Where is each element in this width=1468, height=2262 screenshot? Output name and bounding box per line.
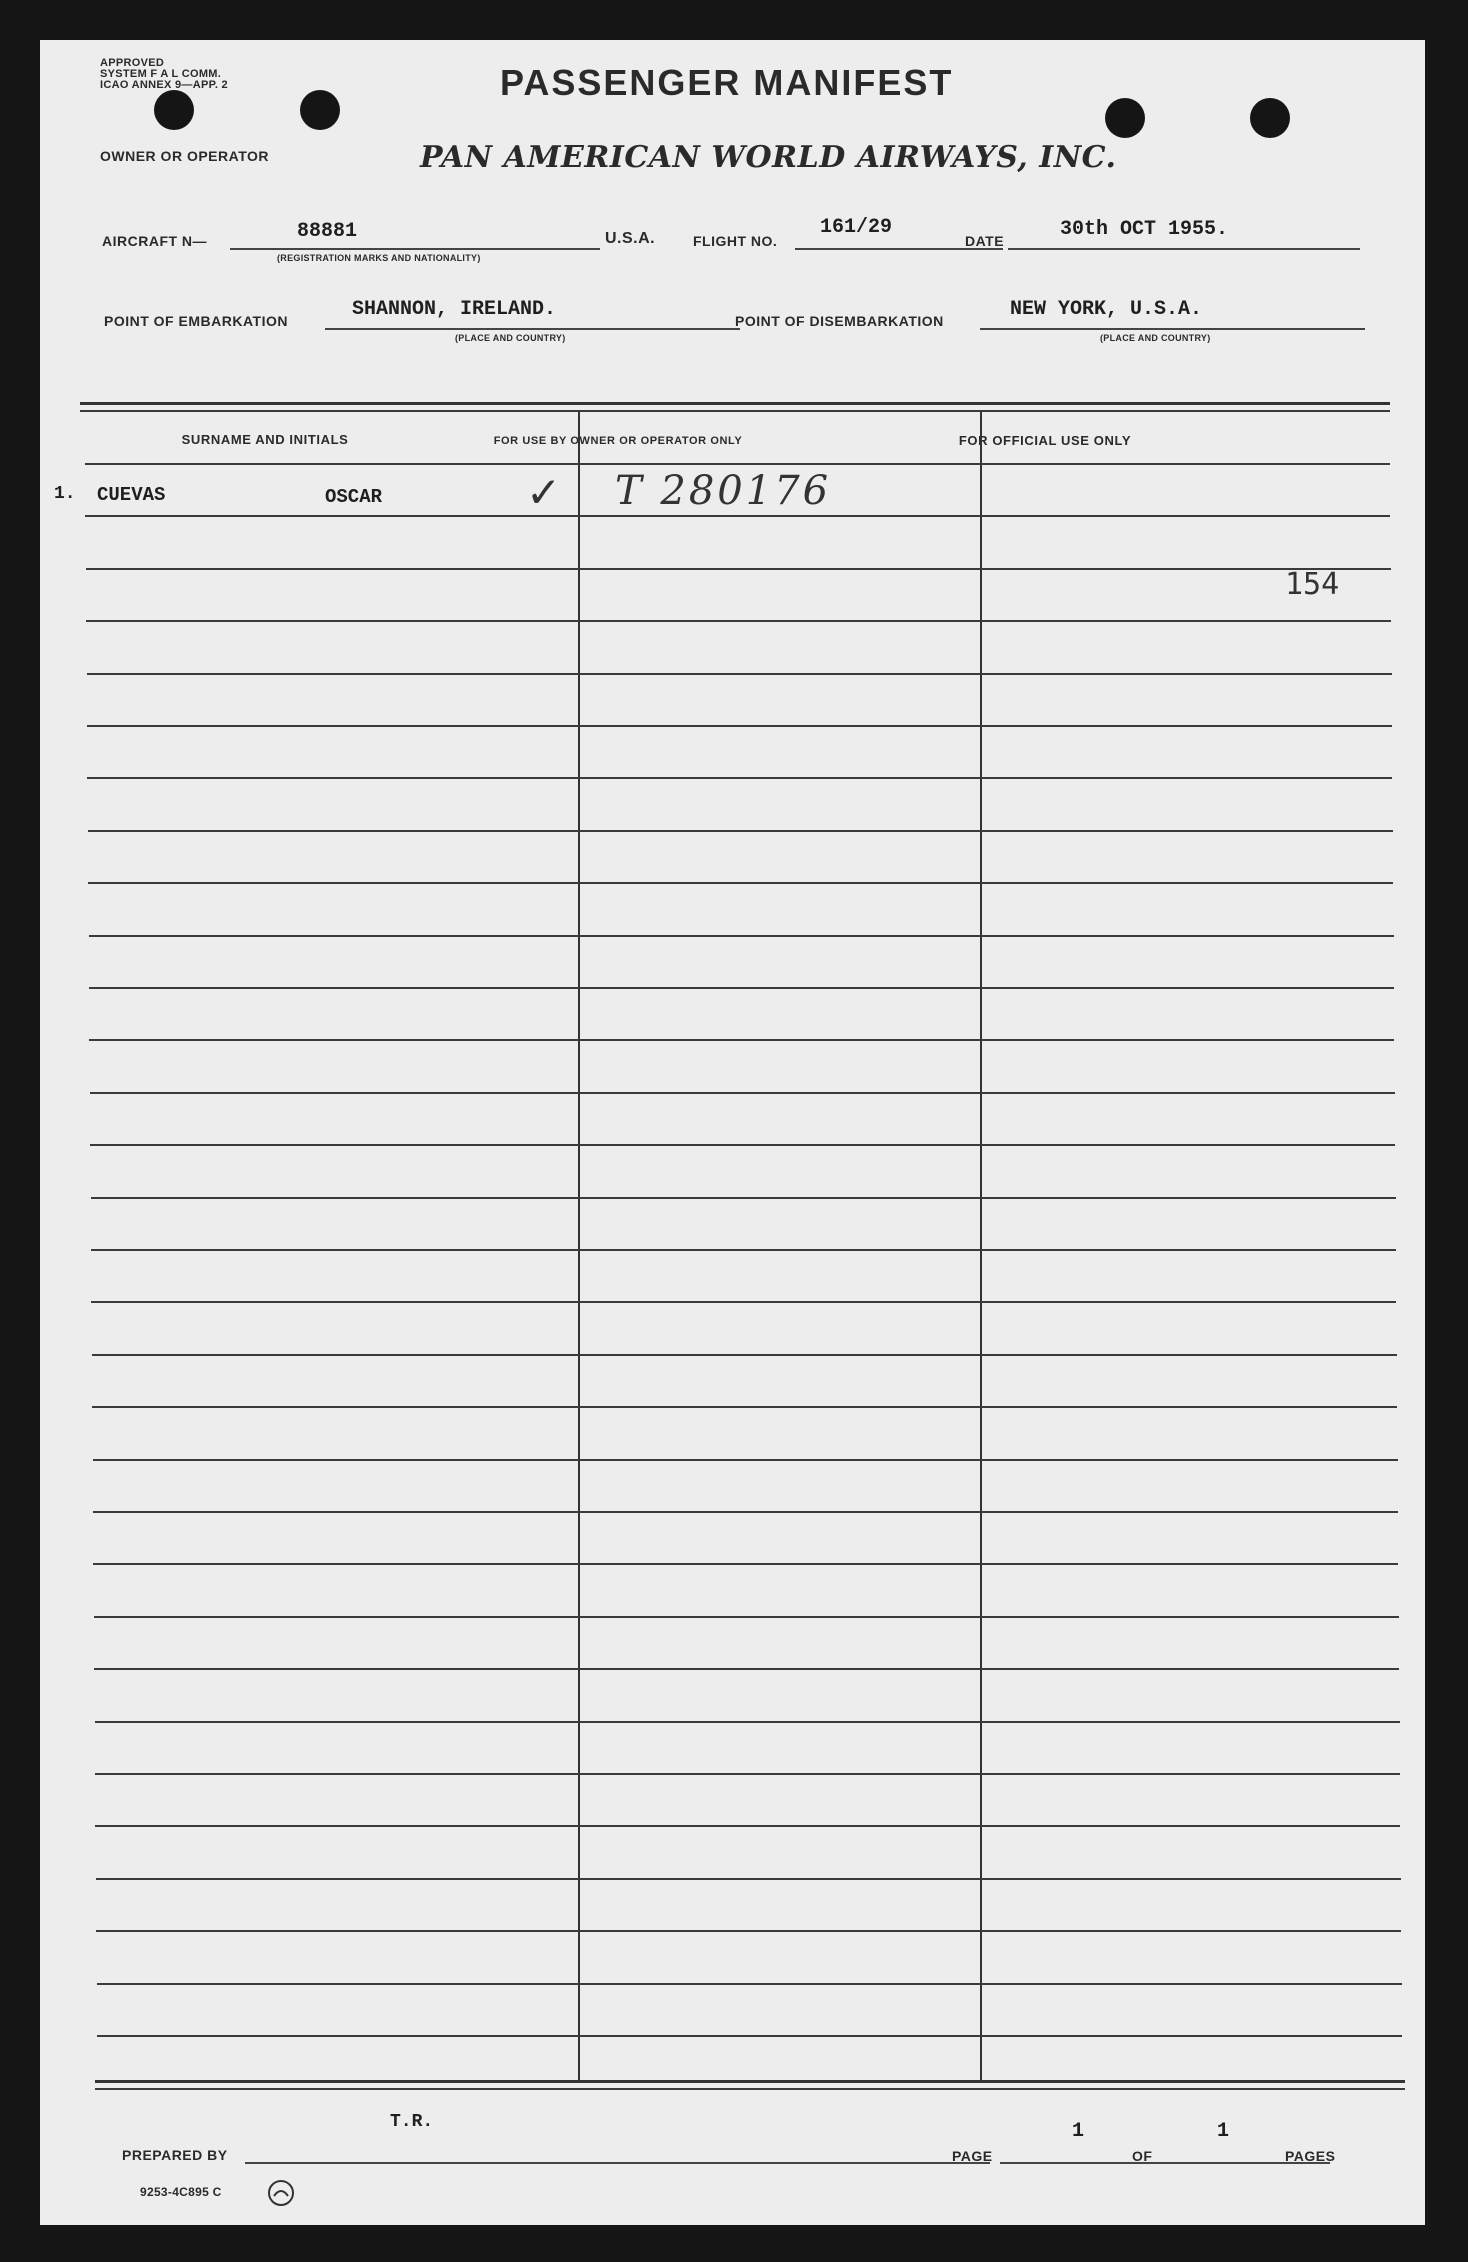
col-header-official: FOR OFFICIAL USE ONLY xyxy=(958,433,1132,448)
row-rule xyxy=(86,568,1391,570)
row-rule xyxy=(89,1039,1394,1041)
owner-label: OWNER OR OPERATOR xyxy=(100,148,269,164)
page-label: PAGE xyxy=(952,2148,993,2164)
approval-line: ICAO ANNEX 9—APP. 2 xyxy=(100,79,228,91)
page-title: PASSENGER MANIFEST xyxy=(500,62,954,103)
column-divider xyxy=(578,412,580,2080)
aircraft-caption: (REGISTRATION MARKS AND NATIONALITY) xyxy=(277,253,481,263)
row-rule xyxy=(94,1616,1399,1618)
row-rule xyxy=(88,830,1393,832)
row-rule xyxy=(93,1563,1398,1565)
row-rule xyxy=(97,2035,1402,2037)
nationality-label: U.S.A. xyxy=(605,230,656,247)
aircraft-value: 88881 xyxy=(297,220,358,243)
row-rule xyxy=(87,777,1392,779)
row-number: 1. xyxy=(54,484,76,504)
row-rule xyxy=(91,1301,1396,1303)
column-divider xyxy=(980,412,982,2080)
embark-caption: (PLACE AND COUNTRY) xyxy=(455,333,566,343)
disembark-label: POINT OF DISEMBARKATION xyxy=(735,313,944,329)
prepared-label: PREPARED BY xyxy=(122,2147,228,2163)
row-rule xyxy=(93,1511,1398,1513)
row-rule xyxy=(89,935,1394,937)
row-rule xyxy=(91,1249,1396,1251)
row-rule xyxy=(95,1721,1400,1723)
col-header-owner: FOR USE BY OWNER OR OPERATOR ONLY xyxy=(493,435,743,447)
disembark-caption: (PLACE AND COUNTRY) xyxy=(1100,333,1211,343)
row-rule xyxy=(97,1983,1402,1985)
form-code: 9253-4C895 C xyxy=(140,2185,222,2199)
row-rule xyxy=(96,1878,1401,1880)
row-rule xyxy=(85,463,1390,465)
row-rule xyxy=(95,1773,1400,1775)
passenger-surname: CUEVAS xyxy=(97,484,166,506)
date-label: DATE xyxy=(965,233,1005,249)
row-rule xyxy=(85,515,1390,517)
flight-label: FLIGHT NO. xyxy=(693,233,778,249)
row-rule xyxy=(89,987,1394,989)
punch-hole xyxy=(300,90,340,130)
embark-value: SHANNON, IRELAND. xyxy=(352,298,557,321)
check-mark: ✓ xyxy=(526,468,562,517)
row-rule xyxy=(86,620,1391,622)
row-rule xyxy=(90,1144,1395,1146)
prepared-value: T.R. xyxy=(390,2112,434,2132)
row-rule xyxy=(87,725,1392,727)
punch-hole xyxy=(1105,98,1145,138)
row-rule xyxy=(91,1197,1396,1199)
flight-value: 161/29 xyxy=(820,216,893,239)
approval-block xyxy=(100,58,228,91)
disembark-value: NEW YORK, U.S.A. xyxy=(1010,298,1203,321)
of-label: OF xyxy=(1132,2148,1153,2164)
approval-line: SYSTEM F A L COMM. xyxy=(100,68,222,80)
manifest-sheet xyxy=(40,40,1425,2225)
row-rule xyxy=(90,1092,1395,1094)
row-rule xyxy=(94,1668,1399,1670)
row-rule xyxy=(87,673,1392,675)
owner-value: PAN AMERICAN WORLD AIRWAYS, INC. xyxy=(420,140,1117,175)
punch-hole xyxy=(154,90,194,130)
row-rule xyxy=(92,1406,1397,1408)
passenger-initials: OSCAR xyxy=(325,486,383,508)
row-rule xyxy=(92,1354,1397,1356)
owner-note: T 280176 xyxy=(615,468,832,514)
aircraft-label: AIRCRAFT N— xyxy=(102,233,208,249)
union-label-icon xyxy=(268,2180,294,2206)
row-rule xyxy=(96,1930,1401,1932)
pages-label: PAGES xyxy=(1285,2148,1336,2164)
page-value: 1 xyxy=(1072,2120,1085,2143)
of-value: 1 xyxy=(1217,2120,1230,2143)
official-note: 154 xyxy=(1285,567,1340,602)
approval-line: APPROVED xyxy=(100,57,165,69)
row-rule xyxy=(95,1825,1400,1827)
col-header-surname: SURNAME AND INITIALS xyxy=(181,432,349,447)
row-rule xyxy=(93,1459,1398,1461)
row-rule xyxy=(88,882,1393,884)
date-value: 30th OCT 1955. xyxy=(1060,218,1229,241)
embark-label: POINT OF EMBARKATION xyxy=(104,313,288,329)
punch-hole xyxy=(1250,98,1290,138)
